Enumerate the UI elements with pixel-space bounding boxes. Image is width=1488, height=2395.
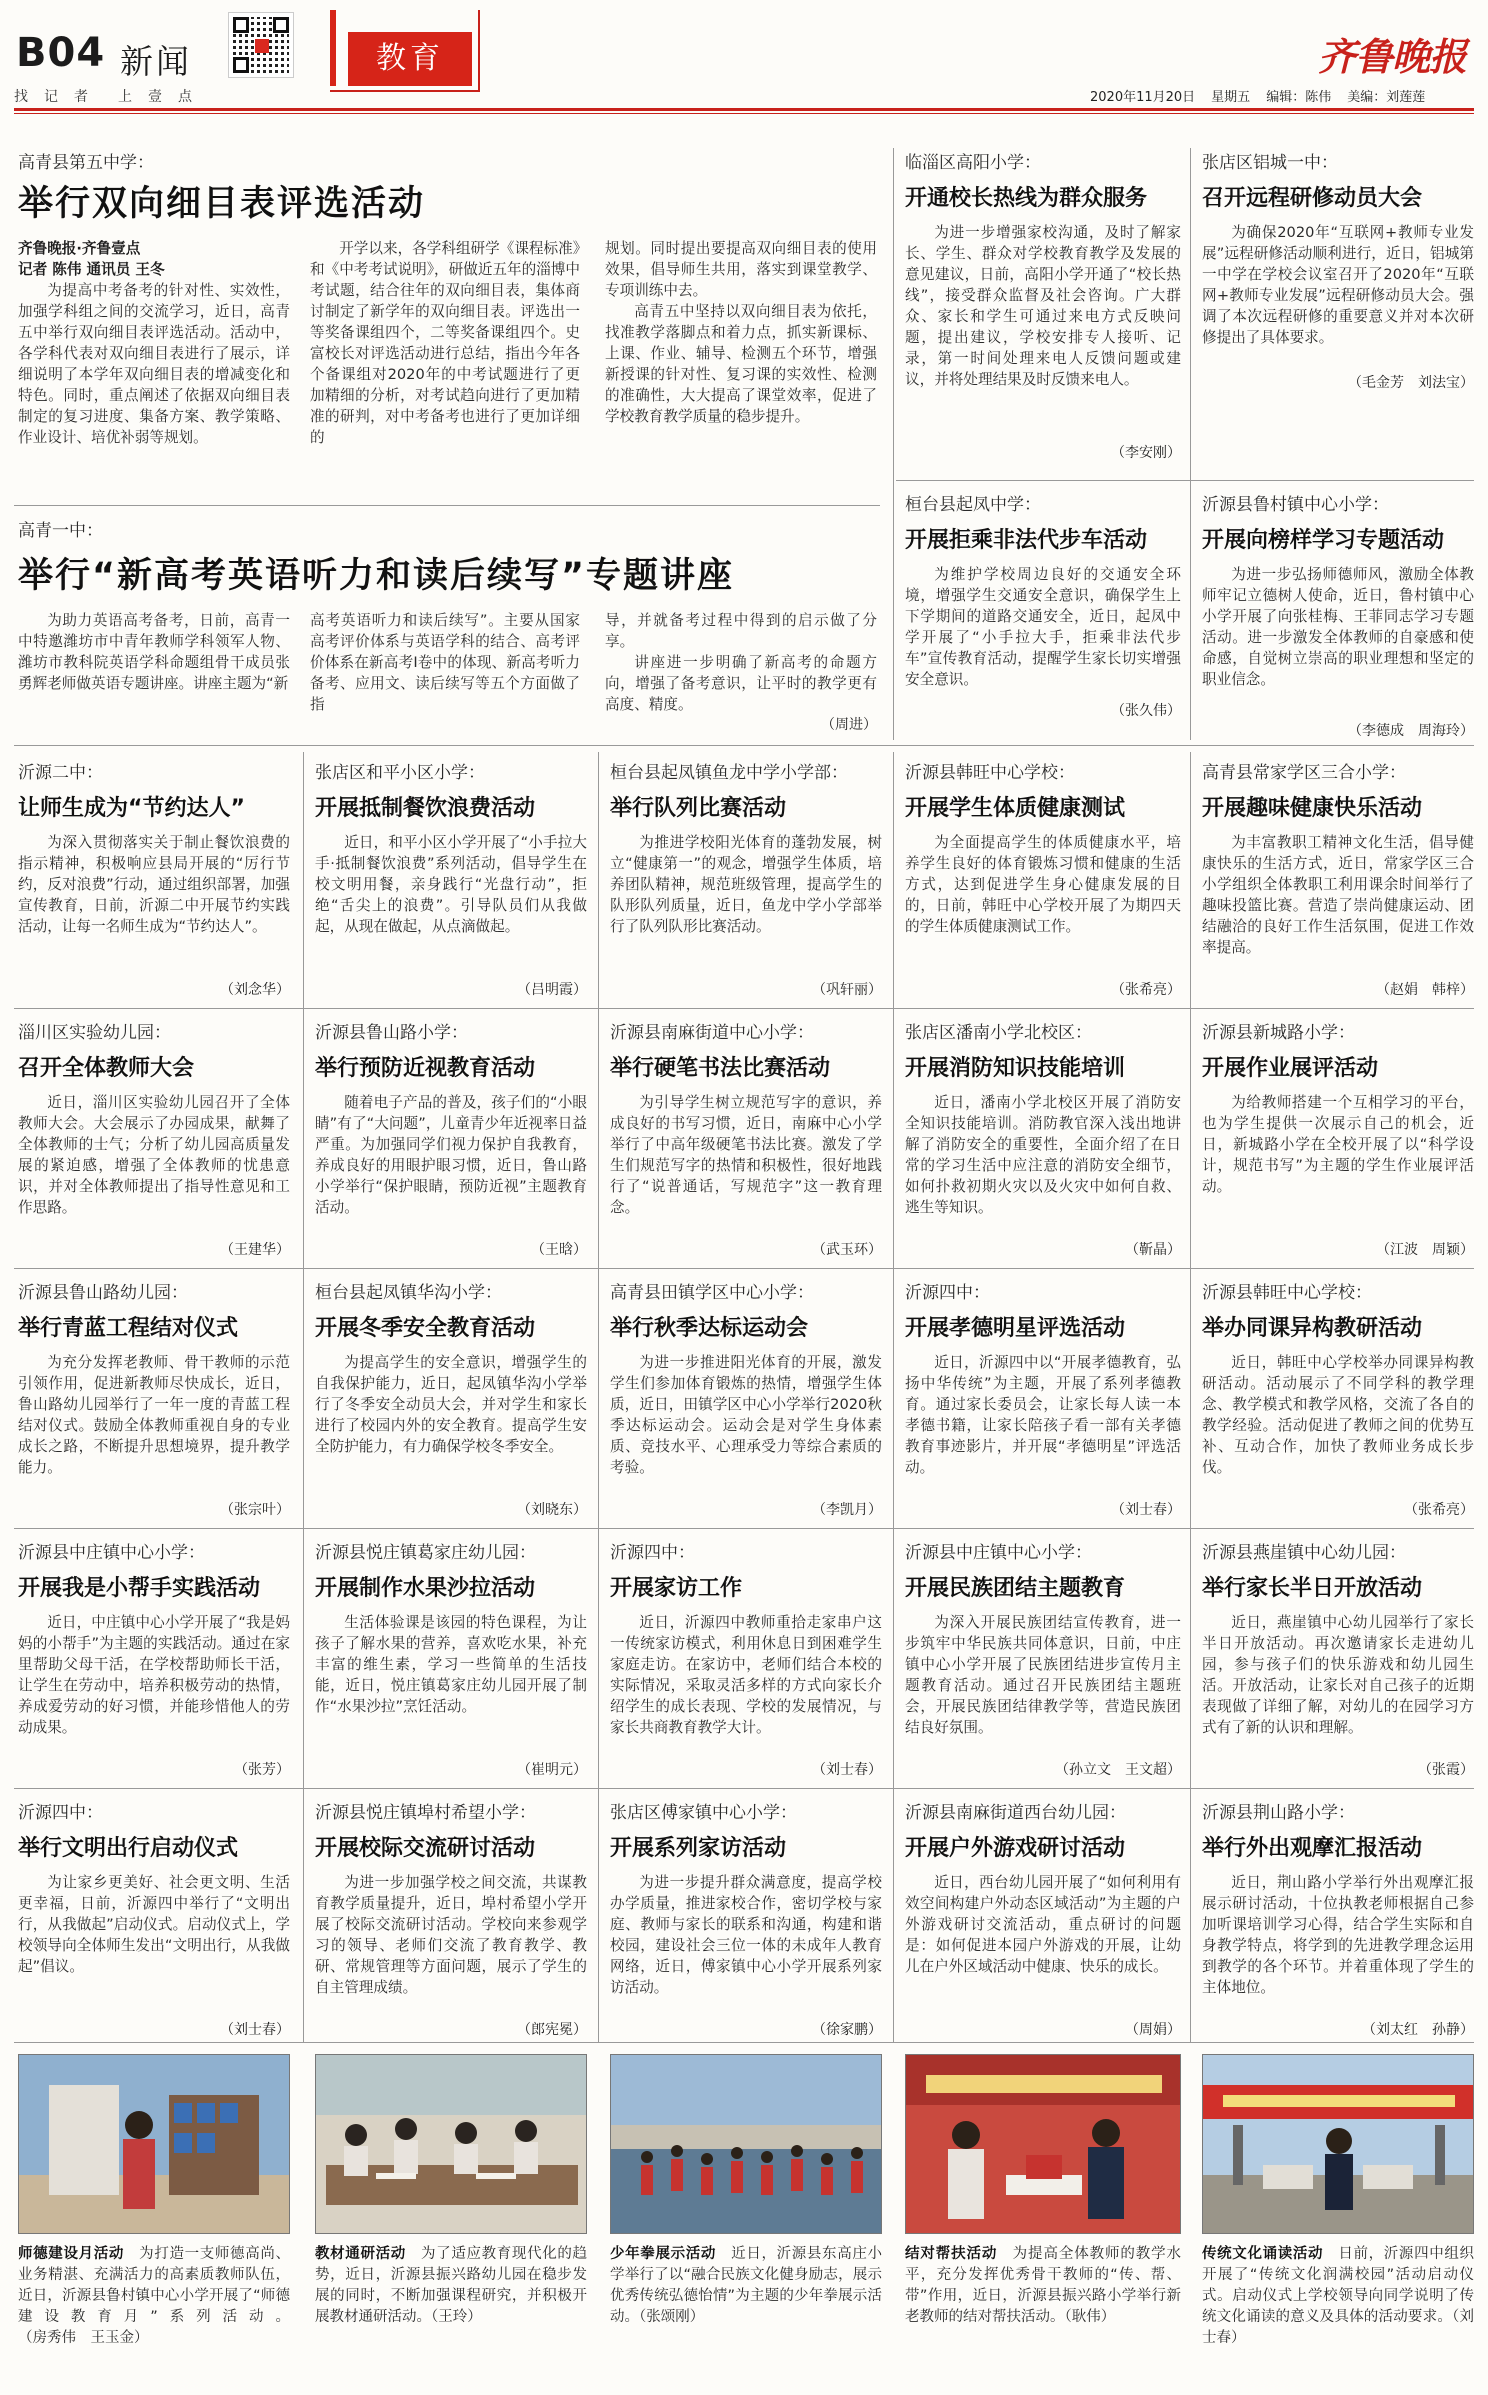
item-body: 为进一步推进阳光体育的开展，激发学生们参加体育锻炼的热情，增强学生体质，近日，田镇学区中心小学举行2020秋季达标运动会。运动会是对学生身体素质、竞技水平、心理承受力等综合素质的考验。 [610,1354,882,1476]
item-body: 为进一步增强家校沟通，及时了解家长、学生、群众对学校教育教学及发展的意见建议，日前，高阳小学开通了“校长热线”，接受群众监督及社会咨询。广大群众、家长和学生可通过来电方式反映问题，提出建议，学校安排专人接听、记录，第一时间处理来电人反馈问题或建议，并将处理结果及时反馈来电人。 [905,224,1181,388]
news-item [315,758,587,999]
caption-byline: （张颂刚） [639,2309,705,2325]
item-title: 让师生成为“节约达人” [18,796,245,821]
news-item [315,1018,587,1259]
item-school: 沂源县韩旺中心学校： [1202,1283,1372,1303]
news-item [905,1278,1181,1519]
item-body: 近日，淄川区实验幼儿园召开了全体教师大会。大会展示了办园成果，献舞了全体教师的士气；分析了幼儿园高质量发展的紧迫感，增强了全体教师的忧患意识，并对全体教师提出了指导性意见和工作思路。 [18,1094,290,1216]
item-title: 开展学生体质健康测试 [905,796,1126,821]
item-byline: （刘士春） [1111,1502,1181,1518]
item-title: 开展系列家访活动 [610,1836,787,1861]
item-title: 举办同课异构教研活动 [1202,1316,1423,1341]
designer: 美编：刘莲莲 [1347,90,1426,105]
item-body: 为全面提高学生的体质健康水平，培养学生良好的体育锻炼习惯和健康的生活方式，达到促进学生身心健康发展的目的，日前，韩旺中心学校开展了为期四天的学生体质健康测试工作。 [905,834,1181,935]
item-byline: （刘太红 孙静） [1362,2022,1474,2038]
caption-body: 为打造一支师德高尚、业务精湛、充满活力的高素质教师队伍，近日，沂源县鲁村镇中心小学开展了“师德建设教育月”系列活动。 [18,2246,291,2325]
a1-school: 高青县第五中学： [18,153,154,173]
caption-byline: （房秀伟 王玉金） [18,2330,149,2346]
item-byline: （张霞） [1418,1762,1474,1778]
item-byline: （李德成 周海玲） [1348,723,1474,739]
column-divider [598,752,599,2042]
item-byline: （张芳） [234,1762,290,1778]
column-divider [303,752,304,2042]
item-school: 沂源县中庄镇中心小学： [905,1543,1092,1563]
issue-date: 2020年11月20日 [1090,90,1196,105]
news-item [905,1538,1181,1779]
item-school: 张店区潘南小学北校区： [905,1023,1092,1043]
item-title: 举行青蓝工程结对仪式 [18,1316,239,1341]
a2-col1: 为助力英语高考备考，日前，高青一中特邀潍坊市中青年教师学科领军人物、潍坊市教科院英语学科命题组骨干成员张勇辉老师做英语专题讲座。讲座主题为“新 [18,612,290,692]
caption-title: 传统文化诵读活动 [1202,2246,1324,2262]
news-item [610,1018,882,1259]
item-title: 开展向榜样学习专题活动 [1202,528,1445,553]
item-byline: （刘士春） [812,1762,882,1778]
item-byline: （毛金芳 刘法宝） [1348,375,1474,391]
news-item [18,1018,290,1259]
caption-title: 师德建设月活动 [18,2246,125,2262]
divider [1190,148,1191,740]
a2-col2: 高考英语听力和读后续写”。主要从国家高考评价体系与英语学科的结合、高考评价体系在新高考I卷中的体现、新高考听力备考、应用文、读后续写等五个方面做了指 [310,612,580,713]
item-title: 开展抵制餐饮浪费活动 [315,796,536,821]
news-item [315,1798,587,2039]
item-byline: （孙立文 王文超） [1055,1762,1181,1778]
page-number: B04 [16,30,106,76]
row-divider [14,1788,1474,1789]
item-title: 开展冬季安全教育活动 [315,1316,536,1341]
item-byline: （赵娟 韩梓） [1376,982,1474,998]
item-body: 为进一步提升群众满意度，提高学校办学质量，推进家校合作，密切学校与家庭、教师与家长的联系和沟通，构建和谐校园，建设社会三位一体的未成年人教育网络，近日，傅家镇中心小学开展系列家访活动。 [610,1874,882,1996]
item-school: 沂源四中： [610,1543,695,1563]
divider [14,505,880,506]
news-item [1202,1798,1474,2039]
item-school: 桓台县起凤镇华沟小学： [315,1283,502,1303]
item-body: 近日，荆山路小学举行外出观摩汇报展示研讨活动，十位执教老师根据自己参加听课培训学习心得，结合学生实际和自身教学特点，将学到的先进教学理念运用到教学的各个环节。并着重体现了学生的主体地位。 [1202,1874,1474,1996]
item-title: 开展户外游戏研讨活动 [905,1836,1126,1861]
photo-caption [905,2244,1181,2328]
item-school: 沂源县中庄镇中心小学： [18,1543,205,1563]
caption-byline: （王玲） [431,2309,482,2325]
mentoring-pairing-photo [905,2054,1181,2234]
item-byline: （王晗） [531,1242,587,1258]
item-body: 生活体验课是该园的特色课程，为让孩子了解水果的营养，喜欢吃水果，补充丰富的维生素，学习一些简单的生活技能，近日，悦庄镇葛家庄幼儿园开展了制作“水果沙拉”烹饪活动。 [315,1614,587,1715]
item-school: 沂源四中： [18,1803,103,1823]
item-school: 沂源县鲁村镇中心小学： [1202,495,1389,515]
a1-col2: 开学以来，各学科组研学《课程标准》和《中考考试说明》，研做近五年的淄博中考试题，结合往年的双向细目表，集体商讨制定了新学年的双向细目表。评选出一等奖备课组四个，二等奖备课组四个。史富校长对评选活动进行总结，指出今年各个备课组对2020年的中考试题进行了更加精细的分析，对考试趋向进行了更加精准的研判，对中考备考也进行了更加详细的 [310,240,580,446]
item-body: 为维护学校周边良好的交通安全环境，增强学生交通安全意识，确保学生上下学期间的道路交通安全，近日，起凤中学开展了“小手拉大手，拒乘非法代步车”宣传教育活动，提醒学生家长切实增强安全意识。 [905,566,1181,688]
caption-byline: （刘士春） [1202,2309,1475,2346]
news-item [905,1018,1181,1259]
item-byline: （刘晓东） [517,1502,587,1518]
item-school: 沂源县燕崖镇中心幼儿园： [1202,1543,1406,1563]
item-body: 近日，韩旺中心学校举办同课异构教研活动。活动展示了不同学科的教学理念、教学模式和教学风格，交流了各自的教学经验。活动促进了教师之间的优势互补、互动合作，加快了教师业务成长步伐。 [1202,1354,1474,1476]
caption-title: 结对帮扶活动 [905,2246,998,2262]
item-school: 沂源县悦庄镇埠村希望小学： [315,1803,536,1823]
item-title: 开展拒乘非法代步车活动 [905,528,1148,553]
issue-meta [1090,86,1425,105]
newspaper-logo: 齐鲁晚报 [1317,34,1466,79]
item-school: 临淄区高阳小学： [905,153,1041,173]
news-item [315,1538,587,1779]
news-item [18,1538,290,1779]
item-byline: （崔明元） [517,1762,587,1778]
a1-source-paper: 齐鲁晚报·齐鲁壹点 [18,240,141,257]
item-body: 为引导学生树立规范写字的意识，养成良好的书写习惯，近日，南麻中心小学举行了中高年级硬笔书法比赛。激发了学生们规范写字的热情和积极性，很好地践行了“说普通话，写规范字”这一教育理念。 [610,1094,882,1216]
row-divider [14,1268,1474,1269]
item-body: 近日，潘南小学北校区开展了消防安全知识技能培训。消防教官深入浅出地讲解了消防安全的重要性，全面介绍了在日常的学习生活中应注意的消防安全细节，如何扑救初期火灾以及火灾中如何自救、逃生等知识。 [905,1094,1181,1216]
teachers-meeting-photo [315,2054,587,2234]
item-school: 沂源县韩旺中心学校： [905,763,1075,783]
column-divider [893,752,894,2042]
divider [896,480,1474,481]
item-byline: （张希亮） [1111,982,1181,998]
news-item [1202,758,1474,999]
row-divider [14,2042,1474,2043]
item-body: 为提高学生的安全意识，增强学生的自我保护能力，近日，起凤镇华沟小学举行了冬季安全动员大会，并对学生和家长进行了校园内外的安全教育。提高学生安全防护能力，有力确保学校冬季安全。 [315,1354,587,1455]
row-divider [14,1528,1474,1529]
news-item [1202,1538,1474,1779]
item-byline: （周娟） [1125,2022,1181,2038]
item-body: 近日，和平小区小学开展了“小手拉大手·抵制餐饮浪费”系列活动，倡导学生在校文明用餐，亲身践行“光盘行动”，拒绝“舌尖上的浪费”。引导队员们从我做起，从现在做起，从点滴做起。 [315,834,587,935]
caption-title: 少年拳展示活动 [610,2246,717,2262]
item-title: 开展制作水果沙拉活动 [315,1576,536,1601]
teacher-bookshelf-photo [18,2054,290,2234]
item-title: 举行队列比赛活动 [610,796,787,821]
item-body: 为进一步弘扬师德师风，激励全体教师牢记立德树人使命，近日，鲁村镇中心小学开展了向张桂梅、王菲同志学习专题活动。进一步激发全体教师的自豪感和使命感，自觉树立崇高的职业理想和坚定的职业信念。 [1202,566,1474,688]
item-body: 为丰富教职工精神文化生活，倡导健康快乐的生活方式，近日，常家学区三合小学组织全体教职工利用课余时间举行了趣味投篮比赛。营造了崇尚健康运动、团结融洽的良好工作生活氛围，促进工作效率提高。 [1202,834,1474,956]
caption-body: 近日，沂源县东高庄小学举行了以“融合民族文化健身励志，展示优秀传统弘德怡情”为主题的少年拳展示活动。 [610,2246,883,2325]
item-body: 为给教师搭建一个互相学习的平台，也为学生提供一次展示自己的机会，近日，新城路小学在全校开展了以“科学设计，规范书写”为主题的学生作业展评活动。 [1202,1094,1474,1195]
item-byline: （刘士春） [220,2022,290,2038]
item-school: 沂源二中： [18,763,103,783]
item-school: 沂源县南麻街道中心小学： [610,1023,814,1043]
qr-code-icon[interactable] [228,12,294,78]
item-body: 为深入开展民族团结宣传教育，进一步筑牢中华民族共同体意识，日前，中庄镇中心小学开展了民族团结进步宣传月主题教育活动。通过召开民族团结主题班会，开展民族团结律教学等，营造民族团结良好氛围。 [905,1614,1181,1736]
issue-weekday: 星期五 [1211,90,1251,105]
item-school: 张店区和平小区小学： [315,763,485,783]
news-item [18,1278,290,1519]
classic-recitation-photo [1202,2054,1474,2234]
item-school: 沂源县鲁山路小学： [315,1023,468,1043]
a1-col3: 规划。同时提出要提高双向细目表的使用效果，倡导师生共用，落实到课堂教学、专项训练中去。 高青五中坚持以双向细目表为依托，找准教学落脚点和着力点，抓实新课标、上课、作业、辅导、检测五个环节，增强新授课的针对性、复习课的实效性、检测的准确性，大大提高了课堂效率，促进了学校教育教学质量的稳步提升。 [605,240,877,425]
caption-title: 教材通研活动 [315,2246,406,2262]
news-item [905,1798,1181,2039]
news-item [905,490,1181,720]
item-title: 召开远程研修动员大会 [1202,186,1423,211]
news-item [1202,148,1474,392]
item-body: 为确保2020年“互联网+教师专业发展”远程研修活动顺利进行，近日，铝城第一中学在学校会议室召开了2020年“互联网+教师专业发展”远程研修动员大会。强调了本次远程研修的重要意义并对本次研修提出了具体要求。 [1202,224,1474,346]
header-rule [14,108,1474,111]
item-byline: （靳晶） [1125,1242,1181,1258]
item-school: 桓台县起凤中学： [905,495,1041,515]
item-title: 举行预防近视教育活动 [315,1056,536,1081]
item-title: 开展趣味健康快乐活动 [1202,796,1423,821]
section-tag: 教育 [348,32,472,86]
item-body: 为充分发挥老教师、骨干教师的示范引领作用，促进新教师尽快成长，近日，鲁山路幼儿园举行了一年一度的青蓝工程结对仪式。鼓励全体教师重视自身的专业成长之路，不断提升思想境界，提升教学能力。 [18,1354,290,1476]
news-item [610,1798,882,2039]
a1-col1: 为提高中考备考的针对性、实效性，加强学科组之间的交流学习，近日，高青五中举行双向细目表评选活动。活动中，各学科代表对双向细目表进行了展示，详细说明了本学年双向细目表的增减变化和特色。同时，重点阐述了依据双向细目表制定的复习进度、集备方案、教学策略、作业设计、培优补弱等规划。 [18,282,290,446]
divider [893,148,894,740]
item-body: 为推进学校阳光体育的蓬勃发展，树立“健康第一”的观念，增强学生体质，培养团队精神，规范班级管理，提高学生的队形队列质量，近日，鱼龙中学小学部举行了队列队形比赛活动。 [610,834,882,935]
photo-caption [18,2244,290,2349]
a1-source-authors: 记者 陈伟 通讯员 王冬 [18,261,165,278]
item-school: 高青县常家学区三合小学： [1202,763,1406,783]
photo-caption [610,2244,882,2328]
caption-body: 为提高全体教师的教学水平，充分发挥优秀骨干教师的“传、帮、带”作用，近日，沂源县振兴路小学举行新老教师的结对帮扶活动。 [905,2246,1182,2325]
news-item [610,1538,882,1779]
item-title: 开展孝德明星评选活动 [905,1316,1126,1341]
divider [14,745,1474,746]
qr-logo-icon [255,39,269,53]
item-title: 召开全体教师大会 [18,1056,195,1081]
item-byline: （张久伟） [1111,703,1181,719]
caption-byline: （耿伟） [1064,2309,1116,2325]
item-byline: （江波 周颖） [1376,1242,1474,1258]
item-body: 近日，中庄镇中心小学开展了“我是妈妈的小帮手”为主题的实践活动。通过在家里帮助父母干活，在学校帮助师长干活，让学生在劳动中，培养积极劳动的热情，养成爱劳动的好习惯，并能珍惜他人的劳动成果。 [18,1614,290,1736]
item-byline: （郎宪冕） [517,2022,587,2038]
item-byline: （徐家鹏） [812,2022,882,2038]
item-title: 举行外出观摩汇报活动 [1202,1836,1423,1861]
section-name: 新闻 [120,42,192,81]
item-body: 近日，沂源四中教师重拾走家串户这一传统家访模式，利用休息日到困难学生家庭走访。在家访中，老师们结合本校的实际情况，采取灵活多样的方式向家长介绍学生的成长表现、学校的发展情况，与家长共商教育教学大计。 [610,1614,882,1736]
item-title: 举行硬笔书法比赛活动 [610,1056,831,1081]
item-title: 开展我是小帮手实践活动 [18,1576,261,1601]
item-school: 沂源县鲁山路幼儿园： [18,1283,188,1303]
item-school: 沂源县荆山路小学： [1202,1803,1355,1823]
news-item [1202,490,1474,740]
item-title: 举行文明出行启动仪式 [18,1836,239,1861]
news-item [18,1798,290,2039]
item-school: 沂源四中： [905,1283,990,1303]
caption-body: 为了适应教育现代化的趋势，近日，沂源县振兴路幼儿园在稳步发展的同时，不断加强课程研究，并积极开展教材通研活动。 [315,2246,588,2325]
item-title: 开展家访工作 [610,1576,743,1601]
item-byline: （刘念华） [220,982,290,998]
a2-title: 举行“新高考英语听力和读后续写”专题讲座 [18,556,735,596]
column-divider [1190,752,1191,2042]
item-school: 张店区傅家镇中心小学： [610,1803,797,1823]
a2-byline: （周进） [821,717,877,733]
news-item [610,758,882,999]
item-byline: （王建华） [220,1242,290,1258]
item-title: 开展消防知识技能培训 [905,1056,1126,1081]
news-item [315,1278,587,1519]
item-school: 桓台县起凤镇鱼龙中学小学部： [610,763,848,783]
subline-a: 找记者 [14,89,104,105]
subline-b: 上壹点 [118,89,208,105]
editor: 编辑：陈伟 [1266,90,1332,105]
item-title: 开展作业展评活动 [1202,1056,1379,1081]
item-body: 随着电子产品的普及，孩子们的“小眼睛”有了“大问题”，儿童青少年近视率日益严重。为加强同学们视力保护自我教育，养成良好的用眼护眼习惯，近日，鲁山路小学举行“保护眼睛，预防近视”主题教育活动。 [315,1094,587,1216]
item-body: 近日，沂源四中以“开展孝德教育，弘扬中华传统”为主题，开展了系列孝德教育。通过家长委员会，让家长每人读一本孝德书籍，让家长陪孩子看一部有关孝德教育事迹影片，并开展“孝德明星”评选活动。 [905,1354,1181,1476]
item-byline: （武玉环） [812,1242,882,1258]
item-school: 张店区铝城一中： [1202,153,1338,173]
item-body: 近日，西台幼儿园开展了“如何利用有效空间构建户外动态区域活动”为主题的户外游戏研讨交流活动，重点研讨的问题是：如何促进本园户外游戏的开展，让幼儿在户外区域活动中健康、快乐的成长。 [905,1874,1181,1975]
item-title: 开展校际交流研讨活动 [315,1836,536,1861]
item-byline: （李凯月） [812,1502,882,1518]
item-body: 近日，燕崖镇中心幼儿园举行了家长半日开放活动。再次邀请家长走进幼儿园，参与孩子们的快乐游戏和幼儿园生活。开放活动，让家长对自己孩子的近期表现做了详细了解，对幼儿的在园学习方式有了新的认识和理解。 [1202,1614,1474,1736]
item-school: 淄川区实验幼儿园： [18,1023,171,1043]
news-item [905,148,1181,462]
a1-title: 举行双向细目表评选活动 [18,184,426,224]
a2-school: 高青一中： [18,521,103,541]
a1-source [18,238,165,280]
photo-caption [1202,2244,1474,2349]
item-byline: （张宗叶） [220,1502,290,1518]
item-byline: （李安刚） [1111,445,1181,461]
youth-boxing-photo [610,2054,882,2234]
item-body: 为深入贯彻落实关于制止餐饮浪费的指示精神，积极响应县局开展的“厉行节约，反对浪费”行动，通过组织部署，加强宣传教育，日前，沂源二中开展节约实践活动，让每一名师生成为“节约达人”。 [18,834,290,935]
item-school: 沂源县悦庄镇葛家庄幼儿园： [315,1543,536,1563]
a2-col3: 导，并就备考过程中得到的启示做了分享。 讲座进一步明确了新高考的命题方向，增强了备考意识，让平时的教学更有高度、精度。 （周进） [605,610,877,736]
item-body: 为进一步加强学校之间交流，共谋教育教学质量提升，近日，埠村希望小学开展了校际交流研讨活动。学校向来参观学习的领导、老师们交流了教育教学、教研、常规管理等方面问题，展示了学生的自主管理成绩。 [315,1874,587,1996]
item-body: 为让家乡更美好、社会更文明、生活更幸福，日前，沂源四中举行了“文明出行，从我做起”启动仪式。启动仪式上，学校领导向全体师生发出“文明出行，从我做起”倡议。 [18,1874,290,1975]
item-byline: （张希亮） [1404,1502,1474,1518]
row-divider [14,1008,1474,1009]
item-byline: （吕明霞） [517,982,587,998]
item-school: 高青县田镇学区中心小学： [610,1283,814,1303]
item-byline: （巩轩丽） [812,982,882,998]
header-rule-thin [14,113,1474,114]
item-title: 开通校长热线为群众服务 [905,186,1148,211]
item-school: 沂源县新城路小学： [1202,1023,1355,1043]
item-title: 开展民族团结主题教育 [905,1576,1126,1601]
item-title: 举行家长半日开放活动 [1202,1576,1423,1601]
news-item [1202,1278,1474,1519]
item-school: 沂源县南麻街道西台幼儿园： [905,1803,1126,1823]
news-item [905,758,1181,999]
caption-body: 日前，沂源四中组织开展了“传统文化润满校园”活动启动仪式。启动仪式上学校领导向同学说明了传统文化诵读的意义及具体的活动要求。 [1202,2246,1475,2325]
item-title: 举行秋季达标运动会 [610,1316,809,1341]
photo-caption [315,2244,587,2328]
news-item [1202,1018,1474,1259]
news-item [610,1278,882,1519]
news-item [18,758,290,999]
